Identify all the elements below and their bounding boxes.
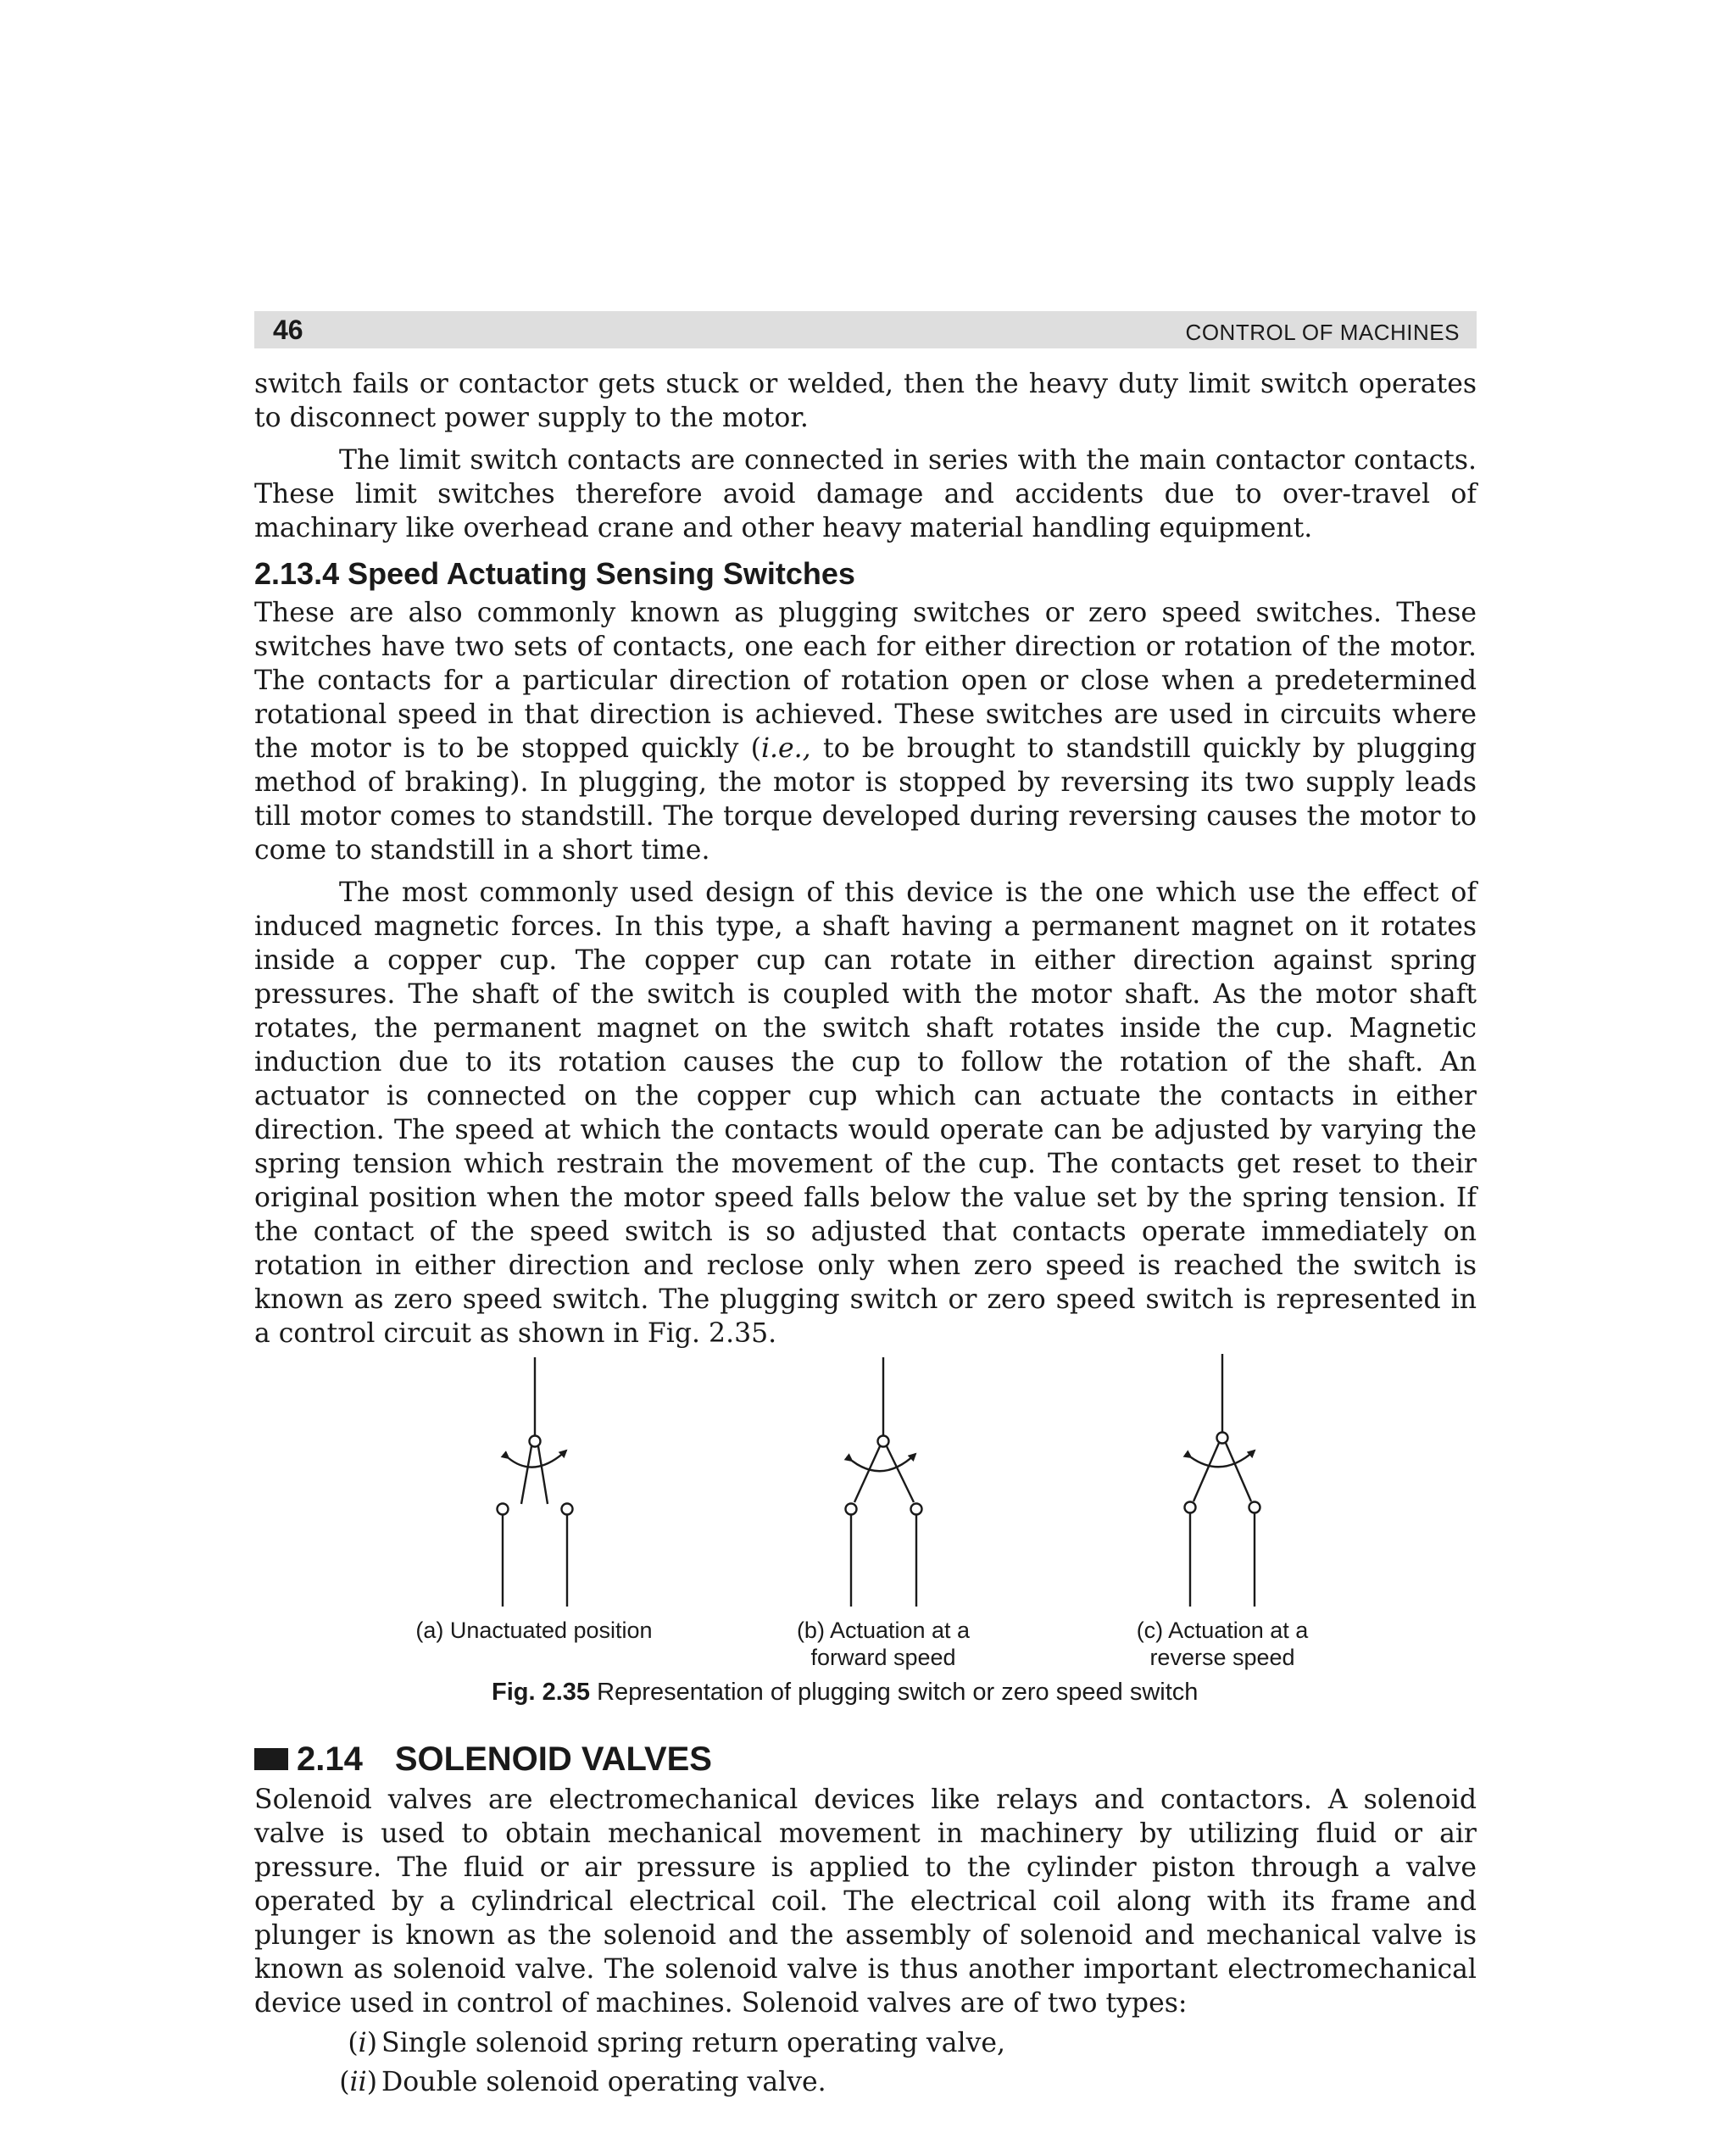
heading-square-bullet-icon bbox=[254, 1748, 288, 1770]
subcaption-b-line2: forward speed bbox=[810, 1645, 956, 1670]
switch-symbol-reverse-speed bbox=[1185, 1354, 1260, 1607]
subcaption-c bbox=[1104, 1617, 1341, 1671]
paragraph-speed-switch-design: The most commonly used design of this device is the one which use the effect of induced magnetic forces. In this type, a shaft having a permanent magnet on it rotates inside a copper cup. The copper cup can rotate in either direction against spring pressures. The shaft of the switch is coupled with the motor shaft. As the motor shaft rotates, the permanent magnet on the switch shaft rotates inside the cup. Magnetic induction due to its rotation causes the cup to follow the rotation of the shaft. An actuator is connected on the copper cup which can actuate the contacts in either direction. The speed at which the contacts would operate can be adjusted by varying the spring tension which restrain the movement of the cup. The contacts get reset to their original position when the motor speed falls below the value set by the spring tension. If the contact of the speed switch is so adjusted that contacts operate immediately on rotation in either direction and reclose only when zero speed is reached the switch is known as zero speed switch. The plugging switch or zero speed switch is represented in a control circuit as shown in Fig. 2.35. bbox=[254, 877, 1477, 1349]
list-item bbox=[254, 2024, 1477, 2063]
figure-caption-label: Fig. 2.35 bbox=[492, 1679, 591, 1706]
subcaption-c-line1: (c) Actuation at a bbox=[1136, 1618, 1309, 1643]
section-number: 2.14 bbox=[297, 1740, 363, 1778]
paragraph-solenoid-valves: Solenoid valves are electromechanical devices like relays and contactors. A solenoid valve is used to obtain mechanical movement in machinery by utilizing fluid or air pressure. The fluid or air pressure is applied to the cylinder piston through a valve operated by a cylindrical electrical coil. The electrical coil along with its frame and plunger is known as the solenoid and the assembly of solenoid and mechanical valve is known as solenoid valve. The solenoid valve is thus another important electromechanical device used in control of machines. Solenoid valves are of two types: bbox=[254, 1785, 1477, 2019]
subcaption-a bbox=[407, 1617, 661, 1644]
figure-2-35 bbox=[254, 1351, 1477, 1724]
subcaption-c-line2: reverse speed bbox=[1149, 1645, 1295, 1670]
list-marker-text: i bbox=[358, 2028, 367, 2058]
list-item-text: Double solenoid operating valve. bbox=[381, 2067, 826, 2097]
list-marker-text: ii bbox=[349, 2067, 367, 2097]
subcaption-a-text: (a) Unactuated position bbox=[415, 1618, 653, 1643]
switch-symbol-unactuated bbox=[498, 1357, 573, 1607]
section-heading-2-14 bbox=[254, 1739, 1477, 1779]
page bbox=[254, 311, 1477, 2102]
section-title: SOLENOID VALVES bbox=[394, 1740, 712, 1778]
list-marker: (i) bbox=[348, 2028, 377, 2058]
list-item bbox=[254, 2063, 1477, 2102]
running-head-title: CONTROL OF MACHINES bbox=[1185, 320, 1460, 345]
text-run-italic: i.e., bbox=[760, 733, 811, 764]
switch-symbol-forward-speed bbox=[846, 1357, 922, 1607]
subcaption-b bbox=[765, 1617, 1002, 1671]
section-heading-2-13-4: 2.13.4 Speed Actuating Sensing Switches bbox=[254, 556, 855, 591]
text-run: These are also commonly known as plugging switches or zero speed switches. These switches have two sets of contacts, one each for either direction or rotation of the motor. The contacts for a particular direction of rotation open or close when a predetermined rotational speed in that direction is achieved. These switches are used in circuits where the motor is to be stopped quickly ( bbox=[254, 598, 1477, 764]
paragraph-limit-switch: The limit switch contacts are connected in series with the main contactor contacts. These limit switches therefore avoid damage and accidents due to over-travel of machinary like overhead crane and other heavy material handling equipment. bbox=[254, 445, 1477, 543]
paragraph-speed-switch-intro bbox=[254, 596, 1477, 867]
subcaption-b-line1: (b) Actuation at a bbox=[796, 1618, 971, 1643]
paragraph-continued: switch fails or contactor gets stuck or welded, then the heavy duty limit switch operates to disconnect power supply to the motor. bbox=[254, 369, 1477, 433]
figure-caption-text: Representation of plugging switch or zero speed switch bbox=[590, 1679, 1199, 1706]
list-marker: (ii) bbox=[339, 2067, 377, 2097]
figure-caption bbox=[492, 1678, 1198, 1707]
solenoid-valve-types-list bbox=[254, 2024, 1477, 2102]
running-header bbox=[254, 311, 1477, 348]
text-run: to be brought to standstill quickly by plugging method of braking). In plugging, the motor is stopped by reversing its two supply leads till motor comes to standstill. The torque developed during reversing causes the motor to come to standstill in a short time. bbox=[254, 733, 1477, 866]
page-number: 46 bbox=[273, 315, 303, 345]
list-item-text: Single solenoid spring return operating valve, bbox=[381, 2028, 1006, 2058]
